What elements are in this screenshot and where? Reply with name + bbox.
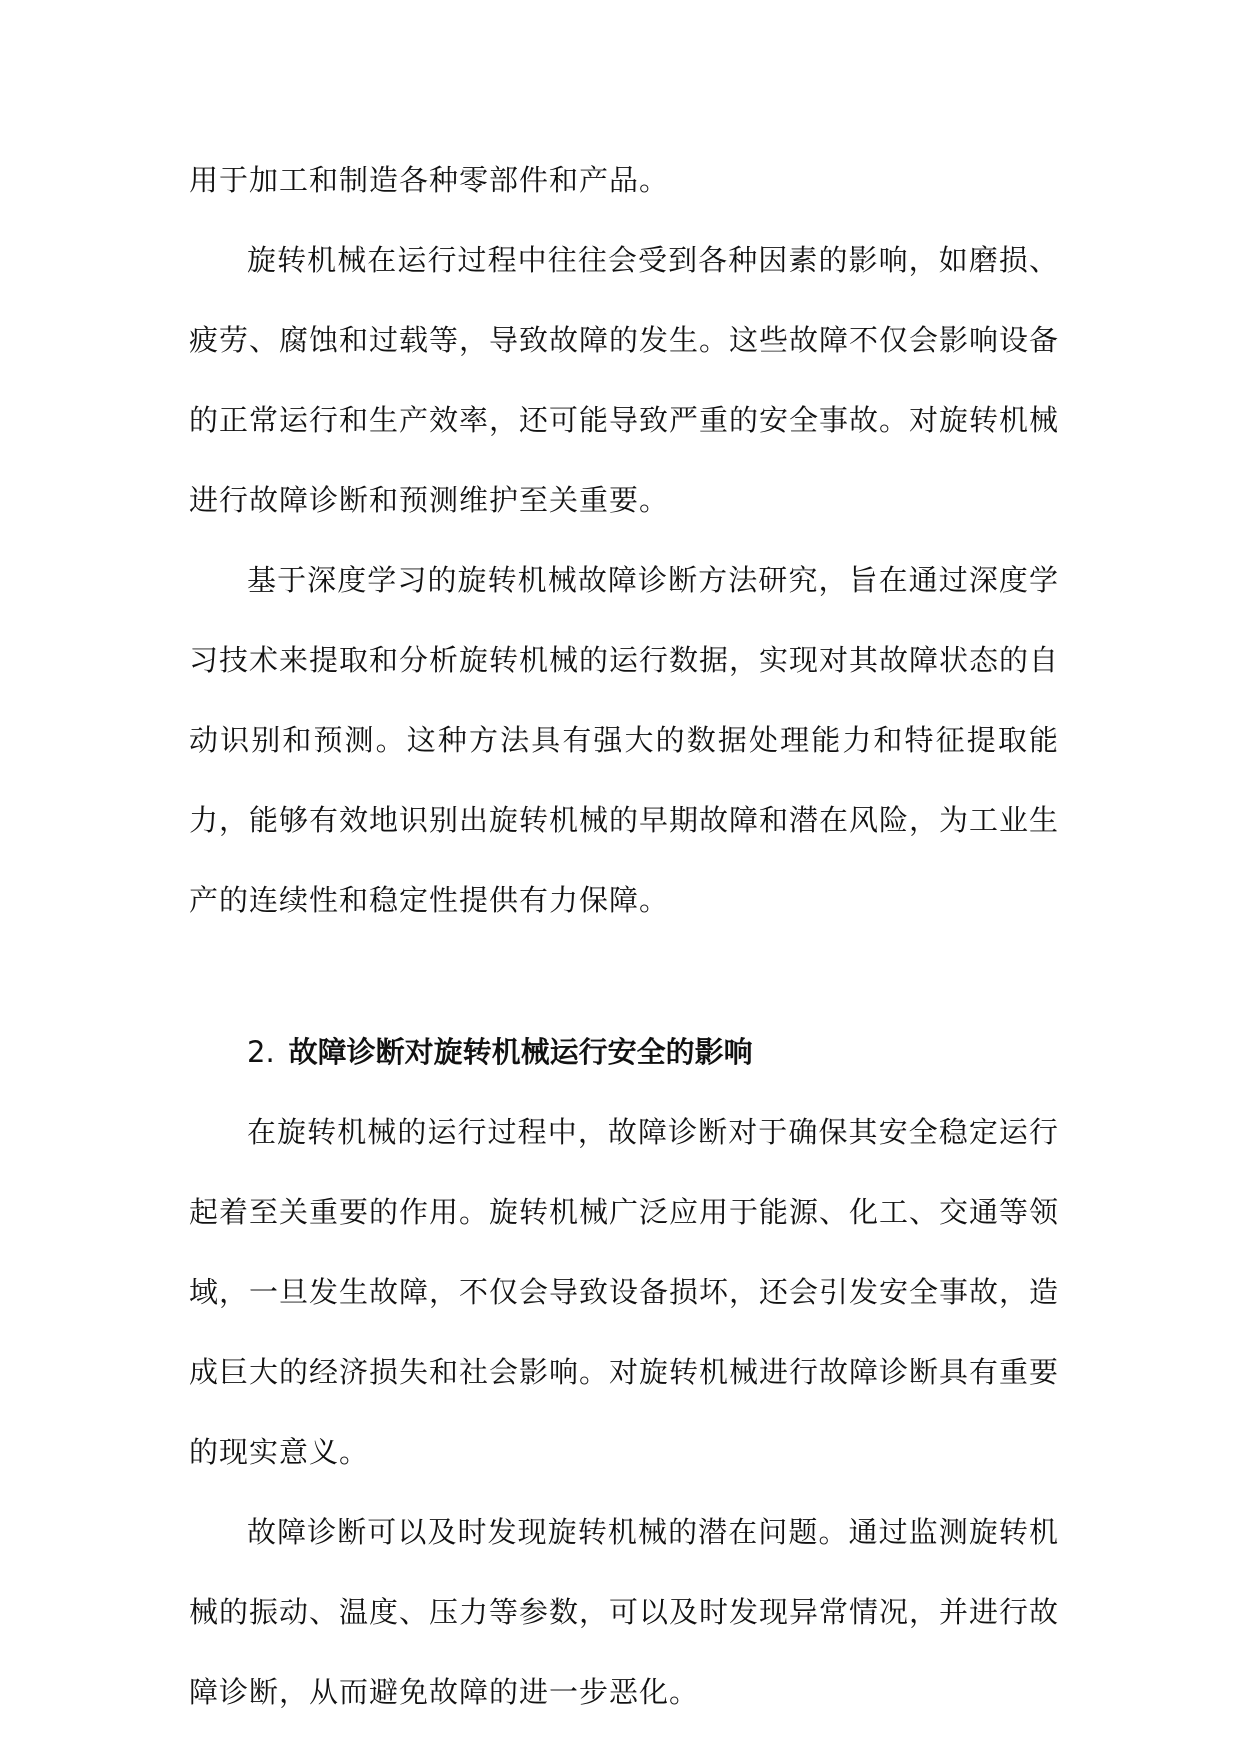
section-title: 故障诊断对旋转机械运行安全的影响	[288, 1035, 753, 1069]
paragraph-continuation: 用于加工和制造各种零部件和产品。	[189, 163, 670, 197]
paragraph-deep-learning-method: 基于深度学习的旋转机械故障诊断方法研究，旨在通过深度学习技术来提取和分析旋转机械的运行数据，实现对其故障状态的自动识别和预测。这种方法具有强大的数据处理能力和特征提取能力，能够有效地识别出旋转机械的早期故障和潜在风险，为工业生产的连续性和稳定性提供有力保障。	[189, 563, 1060, 917]
section-heading	[189, 1012, 1059, 1092]
section-number: 2.	[247, 1035, 275, 1069]
paragraph-diagnosis-importance: 在旋转机械的运行过程中，故障诊断对于确保其安全稳定运行起着至关重要的作用。旋转机械广泛应用于能源、化工、交通等领域，一旦发生故障，不仅会导致设备损坏，还会引发安全事故，造成巨大的经济损失和社会影响。对旋转机械进行故障诊断具有重要的现实意义。	[189, 1115, 1060, 1469]
paragraph-early-detection: 故障诊断可以及时发现旋转机械的潜在问题。通过监测旋转机械的振动、温度、压力等参数，可以及时发现异常情况，并进行故障诊断，从而避免故障的进一步恶化。	[189, 1515, 1060, 1709]
page-body	[189, 140, 1059, 1732]
paragraph-fault-causes: 旋转机械在运行过程中往往会受到各种因素的影响，如磨损、疲劳、腐蚀和过载等，导致故障的发生。这些故障不仅会影响设备的正常运行和生产效率，还可能导致严重的安全事故。对旋转机械进行故障诊断和预测维护至关重要。	[189, 243, 1060, 517]
